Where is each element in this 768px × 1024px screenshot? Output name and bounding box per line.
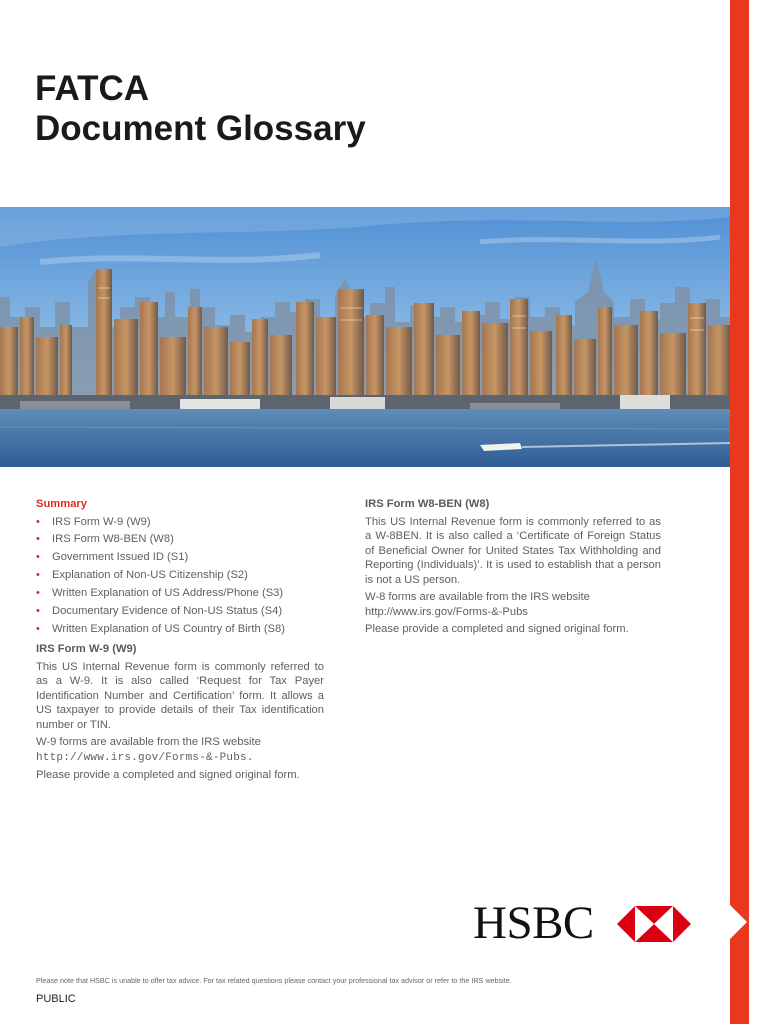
summary-heading: Summary bbox=[36, 498, 87, 510]
list-item bbox=[36, 604, 324, 619]
classification-label: PUBLIC bbox=[36, 993, 76, 1005]
list-item bbox=[36, 568, 324, 583]
w9-instruction: Please provide a completed and signed original form. bbox=[36, 769, 300, 782]
title-line-1: FATCA bbox=[35, 69, 150, 108]
summary-list bbox=[36, 515, 324, 637]
list-item bbox=[36, 515, 324, 530]
right-column bbox=[365, 497, 661, 640]
left-column bbox=[36, 497, 324, 786]
w9-availability bbox=[36, 735, 324, 765]
page-title bbox=[35, 69, 366, 149]
bullet-icon: • bbox=[36, 533, 40, 546]
w8-description: This US Internal Revenue form is commonly referred to as a W-8BEN. It is also called a ‘Certificate of Foreign Status of Beneficial Owner for United States Tax Withholding and Reporting (Individuals)’. It is used to establish that a person is not a US person. bbox=[365, 515, 661, 586]
hsbc-logo bbox=[473, 897, 695, 949]
footer-disclaimer: Please note that HSBC is unable to offer tax advice. For tax related questions please contact your professional tax advisor or refer to the IRS website. bbox=[36, 976, 512, 985]
summary-item-label: IRS Form W8-BEN (W8) bbox=[52, 533, 174, 546]
w8-availability-text: W-8 forms are available from the IRS website bbox=[365, 591, 590, 603]
w9-heading: IRS Form W-9 (W9) bbox=[36, 643, 137, 656]
bullet-icon: • bbox=[36, 569, 40, 582]
w9-description: This US Internal Revenue form is commonly referred to as a W-9. It is also called ‘Request for Tax Payer Identification Number and Certification’ form. It allows a US taxpayer to provide details of their Tax identification number or TIN. bbox=[36, 660, 324, 731]
list-item bbox=[36, 622, 324, 637]
w9-availability-text: W-9 forms are available from the IRS website bbox=[36, 736, 261, 749]
bullet-icon: • bbox=[36, 551, 40, 564]
accent-bar-notch bbox=[730, 905, 747, 939]
summary-item-label: IRS Form W-9 (W9) bbox=[52, 515, 151, 528]
w8-heading: IRS Form W8-BEN (W8) bbox=[365, 498, 490, 510]
summary-item-label: Documentary Evidence of Non-US Status (S4) bbox=[52, 604, 283, 617]
city-skyline-photo bbox=[0, 207, 730, 467]
list-item bbox=[36, 532, 324, 547]
hsbc-hexagon-icon bbox=[617, 906, 691, 942]
summary-item-label: Written Explanation of US Address/Phone (S3) bbox=[52, 587, 284, 600]
title-line-2: Document Glossary bbox=[35, 109, 366, 148]
hsbc-wordmark: HSBC bbox=[473, 897, 594, 949]
w8-instruction: Please provide a completed and signed original form. bbox=[365, 623, 629, 635]
summary-item-label: Government Issued ID (S1) bbox=[52, 551, 189, 564]
bullet-icon: • bbox=[36, 515, 40, 528]
w8-availability bbox=[365, 590, 661, 619]
list-item bbox=[36, 550, 324, 565]
summary-item-label: Written Explanation of US Country of Birth (S8) bbox=[52, 622, 285, 635]
bullet-icon: • bbox=[36, 587, 40, 600]
accent-side-bar bbox=[730, 0, 749, 1024]
w9-irs-link[interactable]: http://www.irs.gov/Forms-&-Pubs. bbox=[36, 751, 254, 764]
bullet-icon: • bbox=[36, 604, 40, 617]
w8-irs-link[interactable]: http://www.irs.gov/Forms-&-Pubs bbox=[365, 605, 528, 618]
summary-item-label: Explanation of Non-US Citizenship (S2) bbox=[52, 569, 248, 582]
bullet-icon: • bbox=[36, 622, 40, 635]
list-item bbox=[36, 586, 324, 601]
